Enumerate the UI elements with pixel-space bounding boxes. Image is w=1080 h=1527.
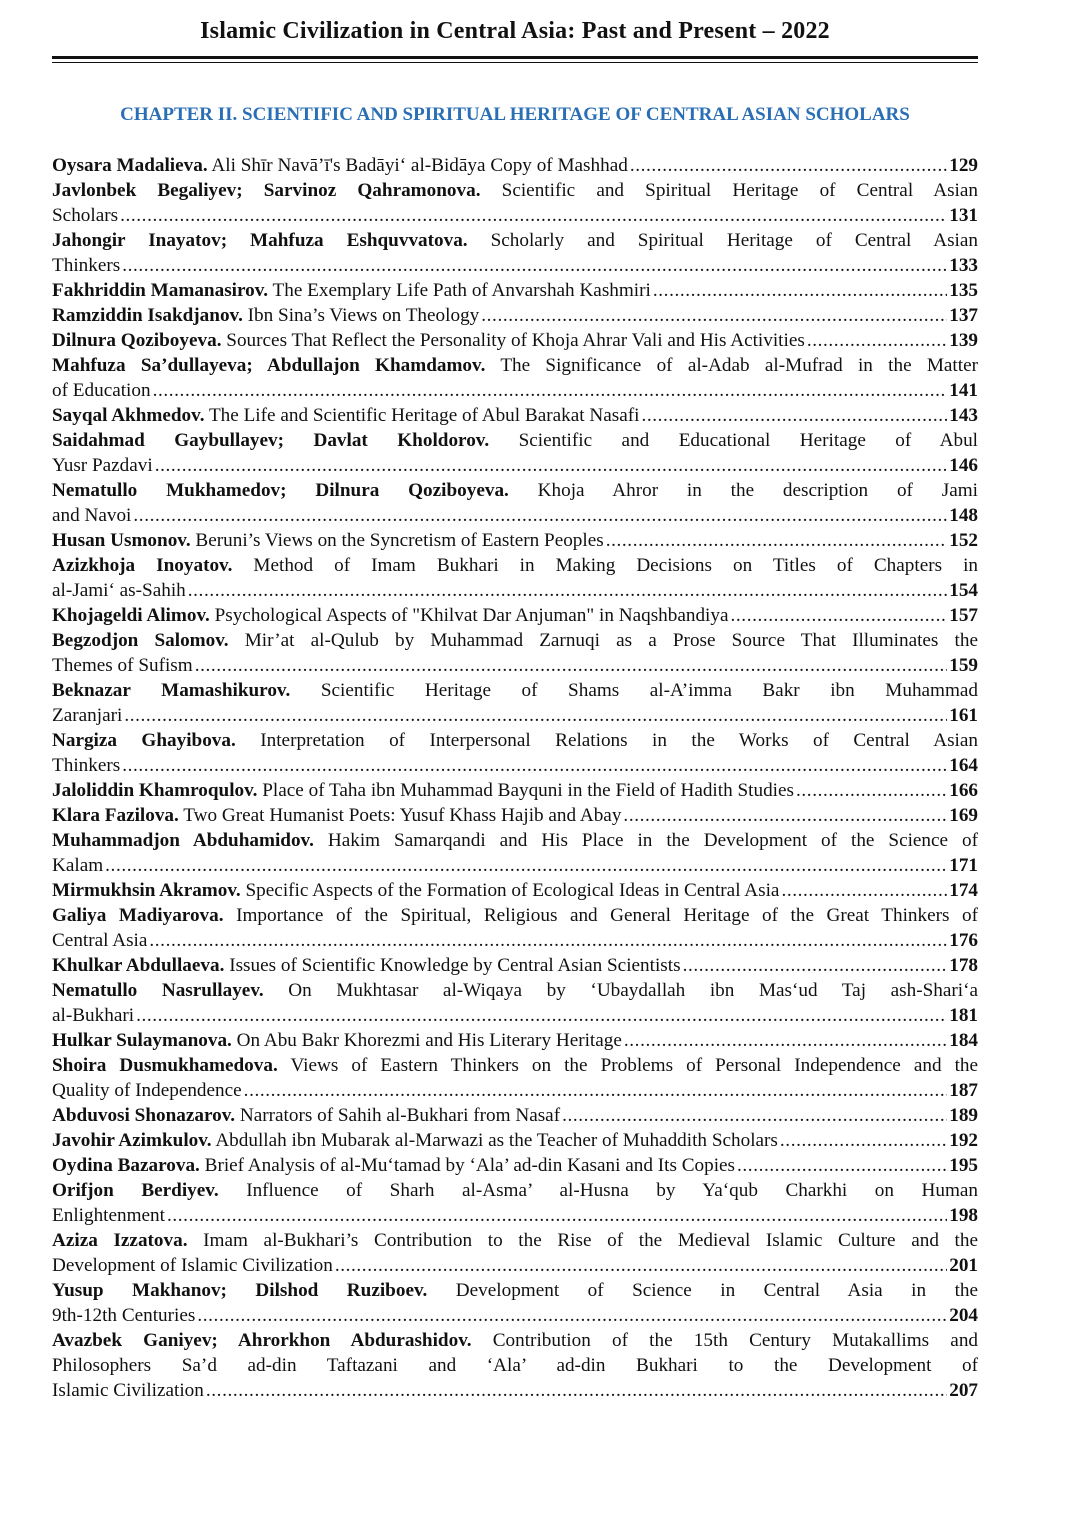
running-header: Islamic Civilization in Central Asia: Past and Present – 2022 [200,18,830,44]
toc-entry [52,1128,978,1153]
toc-title: Interpretation of Interpersonal Relations in the Works of Central Asian [260,730,978,751]
toc-entry-line [52,228,978,253]
toc-author: Abduvosi Shonazarov. [52,1105,236,1126]
toc-entry [52,678,978,728]
toc-entry-text [52,603,729,628]
toc-entry-text [52,303,479,328]
toc-entry-line [52,1128,978,1153]
toc-page-number: 139 [949,330,978,351]
toc-entry-text [52,1153,735,1178]
toc-entry-line: Philosophers Sa’d ad-din Taftazani and ‘Ala’ ad-din Bukhari to the Development of [52,1355,978,1376]
toc-author: Saidahmad Gaybullayev; Davlat Kholdorov. [52,430,490,451]
toc-author: Javlonbek Begaliyev; Sarvinoz Qahramonova. [52,180,481,201]
toc-page-number: 129 [949,155,978,176]
toc-author: Nematullo Mukhamedov; Dilnura Qoziboyeva. [52,480,509,501]
toc-entry-line [52,903,978,928]
toc-title-continued: of Education [52,380,151,401]
toc-page-number: 204 [949,1305,978,1326]
toc-entry-line [52,378,978,403]
toc-author: Mahfuza Sa’dullayeva; Abdullajon Khamdamov. [52,355,486,376]
dot-leader [737,1153,947,1178]
dot-leader [630,153,947,178]
toc-title: Contribution of the 15th Century Mutakallims and [492,1330,979,1351]
toc-title: Scientific Heritage of Shams al-A’imma Bakr ibn Muhammad [320,680,979,701]
dot-leader [641,403,947,428]
toc-page-number: 152 [949,530,978,551]
toc-author: Oysara Madalieva. [52,155,208,176]
toc-entry [52,353,978,403]
toc-entry-line [52,803,978,828]
toc-entry [52,878,978,903]
toc-author: Yusup Makhanov; Dilshod Ruziboev. [52,1280,428,1301]
toc-entry-text [52,153,628,178]
dot-leader [481,303,947,328]
toc-title: Place of Taha ibn Muhammad Bayquni in the Field of Hadith Studies [262,780,794,801]
toc-entry-text [52,1128,778,1153]
dot-leader [122,753,947,778]
toc-page-number: 131 [949,205,978,226]
toc-entry [52,603,978,628]
toc-title: Scholarly and Spiritual Heritage of Central Asian [490,230,978,251]
toc-title: The Exemplary Life Path of Anvarshah Kashmiri [272,280,651,301]
toc-author: Galiya Madiyarova. [52,905,224,926]
toc-entry [52,953,978,978]
toc-entry-line [52,203,978,228]
toc-title-continued: and Navoi [52,505,132,526]
toc-title: Brief Analysis of al-Mu‘tamad by ‘Ala’ ad-din Kasani and Its Copies [204,1155,736,1176]
toc-page-number: 184 [949,1030,978,1051]
toc-author: Orifjon Berdiyev. [52,1180,219,1201]
toc-author: Beknazar Mamashikurov. [52,680,291,701]
toc-title: The Life and Scientific Heritage of Abul Barakat Nasafi [208,405,640,426]
dot-leader [105,853,947,878]
toc-author: Husan Usmonov. [52,530,191,551]
toc-entry [52,303,978,328]
toc-title: Psychological Aspects of "Khilvat Dar Anjuman" in Naqshbandiya [214,605,729,626]
toc-entry [52,1328,978,1403]
dot-leader [796,778,947,803]
toc-author: Begzodjon Salomov. [52,630,229,651]
toc-title-continued: Themes of Sufism [52,655,193,676]
toc-entry-line [52,778,978,803]
toc-title-continued: 9th-12th Centuries [52,1305,196,1326]
toc-entry [52,728,978,778]
toc-entry-line [52,1303,978,1328]
toc-entry-text [52,278,651,303]
toc-page-number: 166 [949,780,978,801]
toc-entry-line [52,603,978,628]
toc-title-continued: Zaranjari [52,705,123,726]
dot-leader [188,578,947,603]
toc-entry-line [52,528,978,553]
toc-entry-line [52,1028,978,1053]
toc-title-continued: Enlightenment [52,1205,165,1226]
toc-entry-line [52,1278,978,1303]
toc-title: Ibn Sina’s Views on Theology [247,305,480,326]
toc-author: Dilnura Qoziboyeva. [52,330,222,351]
dot-leader [780,1128,947,1153]
dot-leader [133,503,947,528]
toc-page-number: 169 [949,805,978,826]
toc-entry [52,1053,978,1103]
toc-entry [52,478,978,528]
toc-entry [52,403,978,428]
toc-author: Azizkhoja Inoyatov. [52,555,233,576]
toc-entry-line [52,478,978,503]
toc-page-number: 148 [949,505,978,526]
toc-author: Sayqal Akhmedov. [52,405,205,426]
toc-entry-line [52,1103,978,1128]
toc-title: Imam al-Bukhari’s Contribution to the Rise of the Medieval Islamic Culture and the [203,1230,978,1251]
toc-page-number: 161 [949,705,978,726]
toc-entry-line [52,303,978,328]
toc-page-number: 195 [949,1155,978,1176]
toc-title: Mir’at al-Qulub by Muhammad Zarnuqi as a Prose Source That Illuminates the [244,630,978,651]
toc-author: Oydina Bazarova. [52,1155,200,1176]
dot-leader [624,1028,947,1053]
toc-page-number: 164 [949,755,978,776]
toc-author: Shoira Dusmukhamedova. [52,1055,278,1076]
toc-title-continued: Scholars [52,205,119,226]
header-rule-thick [52,56,978,59]
toc-entry-text [52,953,681,978]
toc-entry-line [52,703,978,728]
toc-entry-line [52,928,978,953]
toc-entry [52,1178,978,1228]
dot-leader [606,528,948,553]
toc-entry-line [52,278,978,303]
toc-page-number: 171 [949,855,978,876]
toc-entry [52,1153,978,1178]
toc-entry-line [52,1253,978,1278]
dot-leader [153,378,948,403]
toc-entry [52,1228,978,1278]
toc-author: Muhammadjon Abduhamidov. [52,830,314,851]
toc-entry-line [52,878,978,903]
chapter-heading: CHAPTER II. SCIENTIFIC AND SPIRITUAL HERITAGE OF CENTRAL ASIAN SCHOLARS [120,104,910,125]
toc-entry-text [52,403,639,428]
toc-title: Issues of Scientific Knowledge by Central Asian Scientists [229,955,681,976]
toc-page-number: 137 [949,305,978,326]
dot-leader [562,1103,947,1128]
toc-entry [52,153,978,178]
toc-entry [52,1103,978,1128]
toc-entry-line [52,428,978,453]
toc-page-number: 207 [949,1380,978,1401]
toc-title-continued: Yusr Pazdavi [52,455,153,476]
toc-entry-line [52,1078,978,1103]
toc-title: Influence of Sharh al-Asma’ al-Husna by Ya‘qub Charkhi on Human [246,1180,979,1201]
toc-entry-line [52,1153,978,1178]
toc-entry-line [52,253,978,278]
toc-title: Hakim Samarqandi and His Place in the Development of the Science of [327,830,979,851]
dot-leader [136,1003,947,1028]
toc-entry [52,278,978,303]
toc-entry-line [52,353,978,378]
toc-title: Narrators of Sahih al-Bukhari from Nasaf [239,1105,561,1126]
toc-entry [52,228,978,278]
toc-title-continued: al-Jami‘ as-Sahih [52,580,186,601]
toc-entry-line [52,653,978,678]
toc-title: Beruni’s Views on the Syncretism of Eastern Peoples [195,530,604,551]
toc-entry-line [52,1328,978,1353]
toc-page-number: 141 [949,380,978,401]
dot-leader [195,653,948,678]
toc-title: Two Great Humanist Poets: Yusuf Khass Hajib and Abay [183,805,622,826]
toc-page-number: 159 [949,655,978,676]
toc-entry-text [52,328,805,353]
toc-entry [52,778,978,803]
dot-leader [149,928,947,953]
toc-page-number: 154 [949,580,978,601]
toc-entry-line [52,403,978,428]
toc-author: Nargiza Ghayibova. [52,730,236,751]
toc-title: Importance of the Spiritual, Religious and General Heritage of the Great Thinkers of [236,905,978,926]
toc-title-continued: Thinkers [52,255,121,276]
toc-entry-line [52,728,978,753]
dot-leader [197,1303,947,1328]
toc-entry-line [52,153,978,178]
toc-entry-line [52,553,978,578]
toc-page-number: 201 [949,1255,978,1276]
toc-entry-line [52,1228,978,1253]
toc-page-number: 176 [949,930,978,951]
table-of-contents [52,153,978,1403]
toc-author: Fakhriddin Mamanasirov. [52,280,269,301]
toc-title-continued: Central Asia [52,930,148,951]
toc-page-number: 187 [949,1080,978,1101]
toc-title: Abdullah ibn Mubarak al-Marwazi as the Teacher of Muhaddith Scholars [215,1130,778,1151]
toc-entry [52,328,978,353]
toc-entry-line [52,953,978,978]
toc-entry [52,1028,978,1053]
toc-title: On Abu Bakr Khorezmi and His Literary Heritage [236,1030,622,1051]
toc-title-continued: Quality of Independence [52,1080,242,1101]
toc-title-continued: Kalam [52,855,104,876]
dot-leader [122,253,947,278]
toc-entry-line [52,1053,978,1078]
toc-title: Khoja Ahror in the description of Jami [537,480,978,501]
toc-page-number: 178 [949,955,978,976]
toc-entry-line [52,1003,978,1028]
toc-title-continued: Development of Islamic Civilization [52,1255,333,1276]
dot-leader [244,1078,948,1103]
toc-entry-line [52,978,978,1003]
dot-leader [623,803,947,828]
toc-author: Jaloliddin Khamroqulov. [52,780,258,801]
toc-page-number: 192 [949,1130,978,1151]
toc-page-number: 189 [949,1105,978,1126]
toc-title: Specific Aspects of the Formation of Ecological Ideas in Central Asia [245,880,780,901]
toc-entry-line [52,1178,978,1203]
toc-entry-line [52,1203,978,1228]
toc-title: Method of Imam Bukhari in Making Decisions on Titles of Chapters in [253,555,979,576]
toc-entry-text [52,1103,560,1128]
toc-author: Khulkar Abdullaeva. [52,955,225,976]
toc-entry-line [52,1378,978,1403]
toc-author: Aziza Izzatova. [52,1230,188,1251]
toc-title-continued: al-Bukhari [52,1005,135,1026]
toc-author: Klara Fazilova. [52,805,179,826]
toc-author: Mirmukhsin Akramov. [52,880,241,901]
dot-leader [731,603,948,628]
toc-title-continued: Thinkers [52,755,121,776]
toc-entry [52,978,978,1028]
toc-entry-line [52,678,978,703]
toc-author: Avazbek Ganiyev; Ahrorkhon Abdurashidov. [52,1330,472,1351]
toc-title: Scientific and Spiritual Heritage of Central Asian [501,180,978,201]
toc-author: Ramziddin Isakdjanov. [52,305,243,326]
toc-entry-line [52,628,978,653]
toc-entry-line [52,328,978,353]
toc-author: Jahongir Inayatov; Mahfuza Eshquvvatova. [52,230,468,251]
dot-leader [335,1253,947,1278]
toc-entry [52,803,978,828]
toc-entry [52,828,978,878]
toc-page-number: 181 [949,1005,978,1026]
toc-entry-text [52,803,621,828]
toc-page-number: 135 [949,280,978,301]
toc-entry-text [52,878,779,903]
toc-entry-text [52,528,604,553]
toc-author: Hulkar Sulaymanova. [52,1030,232,1051]
toc-entry-line [52,453,978,478]
toc-page-number: 198 [949,1205,978,1226]
dot-leader [124,703,947,728]
dot-leader [807,328,947,353]
toc-title: Views of Eastern Thinkers on the Problems of Personal Independence and the [290,1055,979,1076]
toc-entry [52,178,978,228]
toc-entry-line [52,753,978,778]
toc-page-number: 146 [949,455,978,476]
toc-entry [52,628,978,678]
header-rule-thin [52,62,978,63]
toc-author: Nematullo Nasrullayev. [52,980,264,1001]
toc-author: Javohir Azimkulov. [52,1130,212,1151]
toc-author: Khojageldi Alimov. [52,605,210,626]
toc-entry-line [52,178,978,203]
toc-entry [52,553,978,603]
toc-entry [52,528,978,553]
toc-entry-text [52,778,794,803]
toc-title: Sources That Reflect the Personality of Khoja Ahrar Vali and His Activities [226,330,805,351]
dot-leader [683,953,948,978]
toc-page-number: 143 [949,405,978,426]
toc-title: Scientific and Educational Heritage of Abul [518,430,979,451]
toc-page-number: 157 [949,605,978,626]
dot-leader [206,1378,947,1403]
dot-leader [155,453,948,478]
toc-entry [52,903,978,953]
toc-page-number: 133 [949,255,978,276]
toc-entry-line [52,503,978,528]
toc-entry [52,428,978,478]
dot-leader [781,878,947,903]
dot-leader [120,203,947,228]
toc-entry-line [52,828,978,853]
dot-leader [167,1203,947,1228]
toc-title: Ali Shīr Navā’ī's Badāyi‘ al-Bidāya Copy of Mashhad [211,155,628,176]
toc-title: Development of Science in Central Asia in the [455,1280,979,1301]
toc-entry-line [52,853,978,878]
toc-title: The Significance of al-Adab al-Mufrad in the Matter [500,355,979,376]
toc-title: On Mukhtasar al-Wiqaya by ‘Ubaydallah ibn Mas‘ud Taj ash-Shari‘a [288,980,978,1001]
toc-title-continued: Islamic Civilization [52,1380,204,1401]
dot-leader [653,278,947,303]
toc-entry [52,1278,978,1328]
toc-entry-text [52,1028,622,1053]
toc-page-number: 174 [949,880,978,901]
toc-entry-line [52,578,978,603]
